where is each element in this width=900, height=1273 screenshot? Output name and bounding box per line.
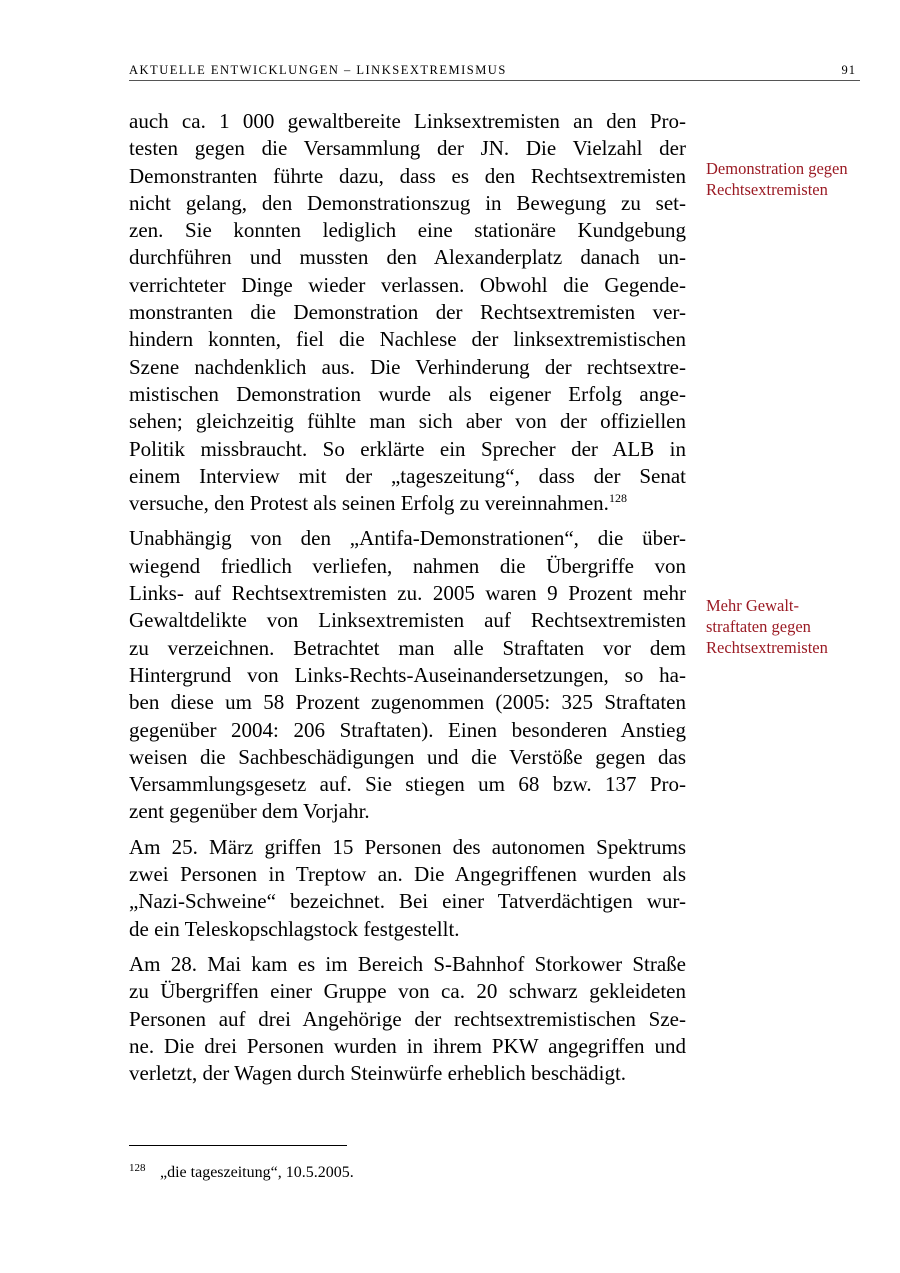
text-line: einem Interview mit der „tageszeitung“, dass der Senat: [129, 463, 686, 488]
text-line: Versammlungsgesetz auf. Sie stiegen um 68 bzw. 137 Pro-: [129, 772, 686, 797]
text-line: weisen die Sachbeschädigungen und die Verstöße gegen das: [129, 744, 686, 769]
text-line: Am 28. Mai kam es im Bereich S-Bahnhof Storkower Straße: [129, 951, 686, 976]
text-line: Demonstranten führte dazu, dass es den Rechtsextremisten: [129, 163, 686, 188]
text-line-with-footnote: [129, 490, 686, 517]
text-line: testen gegen die Versammlung der JN. Die Vielzahl der: [129, 136, 686, 161]
text-line: Links- auf Rechtsextremisten zu. 2005 waren 9 Prozent mehr: [129, 581, 686, 606]
text-line: sehen; gleichzeitig fühlte man sich aber von der offiziellen: [129, 409, 686, 434]
text-line: ben diese um 58 Prozent zugenommen (2005: 325 Straftaten: [129, 690, 686, 715]
paragraph: [129, 951, 686, 1087]
text-line: de ein Teleskopschlagstock festgestellt.: [129, 916, 460, 941]
text-line: zu verzeichnen. Betrachtet man alle Straftaten vor dem: [129, 635, 686, 660]
text-line: Gewaltdelikte von Linksextremisten auf Rechtsextremisten: [129, 608, 686, 633]
margin-note-line: Rechtsextremisten: [706, 638, 828, 657]
footnote-separator: [129, 1145, 347, 1146]
margin-note-line: Rechtsextremisten: [706, 180, 828, 199]
footnote-reference[interactable]: 128: [608, 491, 627, 506]
text-line: zen. Sie konnten lediglich eine stationäre Kundgebung: [129, 218, 686, 243]
text-line: verletzt, der Wagen durch Steinwürfe erheblich beschädigt.: [129, 1061, 627, 1086]
text-line: Szene nachdenklich aus. Die Verhinderung der rechtsextre-: [129, 354, 686, 379]
margin-note-line: Mehr Gewalt-: [706, 596, 800, 615]
text-line: ne. Die drei Personen wurden in ihrem PKW angegriffen und: [129, 1033, 686, 1058]
text-line: durchführen und mussten den Alexanderplatz danach un-: [129, 245, 686, 270]
text-line: verrichteter Dinge wieder verlassen. Obwohl die Gegende-: [129, 272, 686, 297]
paragraph: [129, 525, 686, 825]
text-line: hindern konnten, fiel die Nachlese der linksextremistischen: [129, 327, 686, 352]
header-title: AKTUELLE ENTWICKLUNGEN – LINKSEXTREMISMUS: [129, 63, 507, 77]
running-header: [129, 62, 860, 81]
margin-note-gewaltstraftaten: [706, 595, 876, 658]
footnote: 128 „die tageszeitung“, 10.5.2005.: [129, 1162, 354, 1181]
footnote-text: „die tageszeitung“, 10.5.2005.: [160, 1164, 354, 1181]
text-line: zu Übergriffen einer Gruppe von ca. 20 schwarz gekleideten: [129, 979, 686, 1004]
text-line: Politik missbraucht. So erklärte ein Sprecher der ALB in: [129, 436, 686, 461]
paragraph: [129, 108, 686, 517]
paragraph: [129, 834, 686, 943]
text-line: auch ca. 1 000 gewaltbereite Linksextremisten an den Pro-: [129, 109, 686, 133]
text-line: gegenüber 2004: 206 Straftaten). Einen besonderen Anstieg: [129, 717, 686, 742]
margin-note-line: straftaten gegen: [706, 617, 811, 636]
text-line: zwei Personen in Treptow an. Die Angegriffenen wurden als: [129, 862, 686, 887]
text-line: zent gegenüber dem Vorjahr.: [129, 799, 370, 824]
text-line: Am 25. März griffen 15 Personen des autonomen Spektrums: [129, 834, 686, 859]
text-line: „Nazi-Schweine“ bezeichnet. Bei einer Tatverdächtigen wur-: [129, 889, 686, 914]
text-line: Hintergrund von Links-Rechts-Auseinandersetzungen, so ha-: [129, 662, 686, 687]
page-number: 91: [841, 63, 856, 77]
main-text: [129, 108, 686, 1095]
text-line: Personen auf drei Angehörige der rechtsextremistischen Sze-: [129, 1006, 686, 1031]
text-line: monstranten die Demonstration der Rechtsextremisten ver-: [129, 300, 686, 325]
margin-note-demonstration: [706, 158, 876, 200]
text-line: wiegend friedlich verliefen, nahmen die Übergriffe von: [129, 553, 686, 578]
text-line: mistischen Demonstration wurde als eigener Erfolg ange-: [129, 381, 686, 406]
text-line: versuche, den Protest als seinen Erfolg zu vereinnahmen.: [129, 491, 609, 516]
margin-note-line: Demonstration gegen: [706, 159, 848, 178]
text-line: nicht gelang, den Demonstrationszug in Bewegung zu set-: [129, 190, 686, 215]
text-line: Unabhängig von den „Antifa-Demonstrationen“, die über-: [129, 526, 686, 551]
